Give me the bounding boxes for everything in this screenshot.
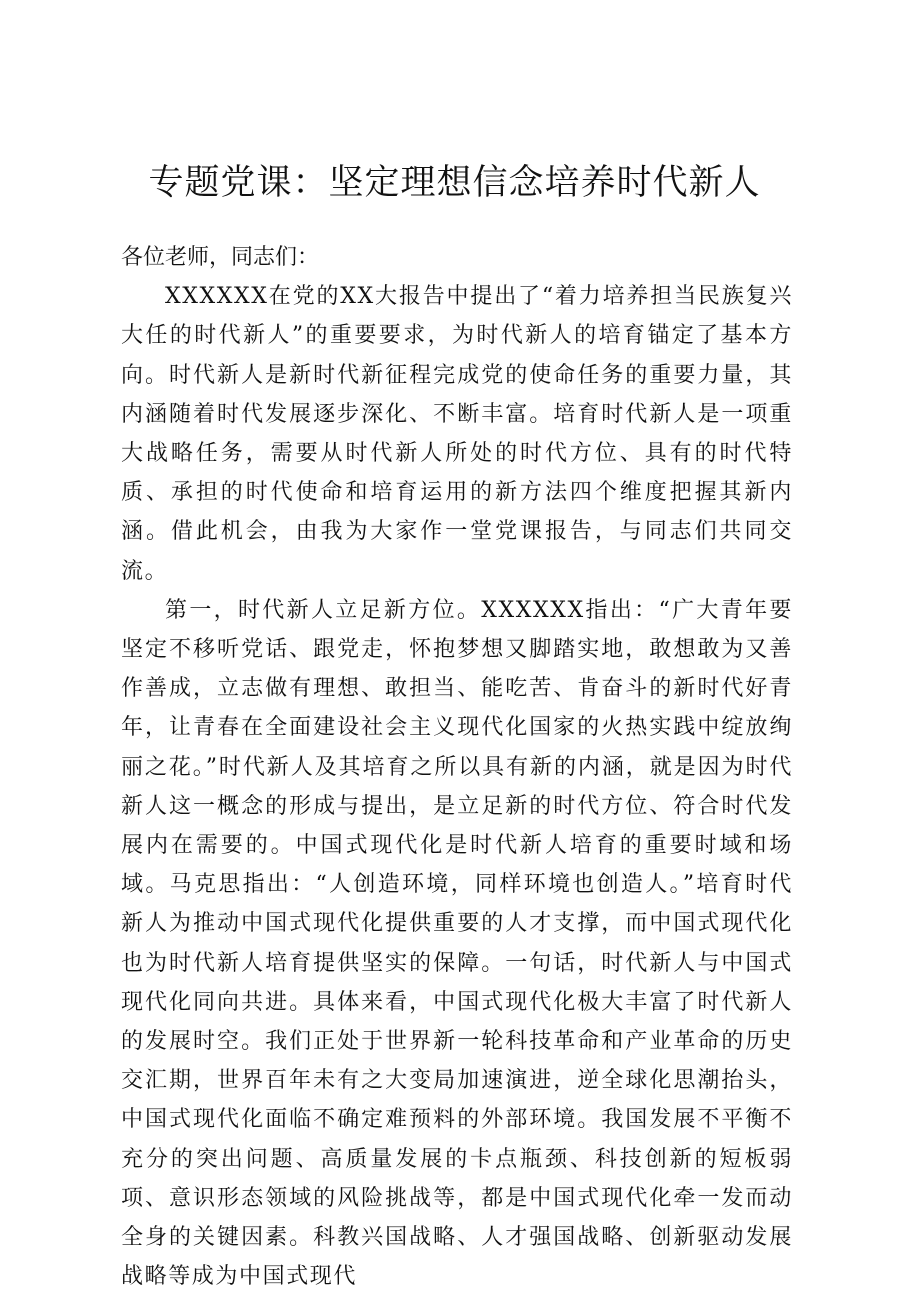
paragraph-first-point: 第一，时代新人立足新方位。XXXXXX指出：“广大青年要坚定不移听党话、跟党走，怀抱梦想又脚踏实地，敢想敢为又善作善成，立志做有理想、敢担当、能吃苦、肯奋斗的新时代好青年，让青春在全面建设社会主义现代化国家的火热实践中绽放绚丽之花。”时代新人及其培育之所以具有新的内涵，就是因为时代新人这一概念的形成与提出，是立足新的时代方位、符合时代发展内在需要的。中国式现代化是时代新人培育的重要时域和场域。马克思指出：“人创造环境，同样环境也创造人。”培育时代新人为推动中国式现代化提供重要的人才支撑，而中国式现代化也为时代新人培育提供坚实的保障。一句话，时代新人与中国式现代化同向共进。具体来看，中国式现代化极大丰富了时代新人的发展时空。我们正处于世界新一轮科技革命和产业革命的历史交汇期，世界百年未有之大变局加速演进，逆全球化思潮抬头，中国式现代化面临不确定难预料的外部环境。我国发展不平衡不充分的突出问题、高质量发展的卡点瓶颈、科技创新的短板弱项、意识形态领域的风险挑战等，都是中国式现代化牵一发而动全身的关键因素。科教兴国战略、人才强国战略、创新驱动发展战略等成为中国式现代 <box>121 597 793 1290</box>
paragraph-introduction: XXXXXX在党的XX大报告中提出了“着力培养担当民族复兴大任的时代新人”的重要要求，为时代新人的培育锚定了基本方向。时代新人是新时代新征程完成党的使命任务的重要力量，其内涵随着时代发展逐步深化、不断丰富。培育时代新人是一项重大战略任务，需要从时代新人所处的时代方位、具有的时代特质、承担的时代使命和培育运用的新方法四个维度把握其新内涵。借此机会，由我为大家作一堂党课报告，与同志们共同交流。 <box>121 284 793 584</box>
salutation: 各位老师，同志们： <box>121 245 320 270</box>
document-body <box>121 238 793 1296</box>
document-title: 专题党课：坚定理想信念培养时代新人 <box>148 163 761 203</box>
